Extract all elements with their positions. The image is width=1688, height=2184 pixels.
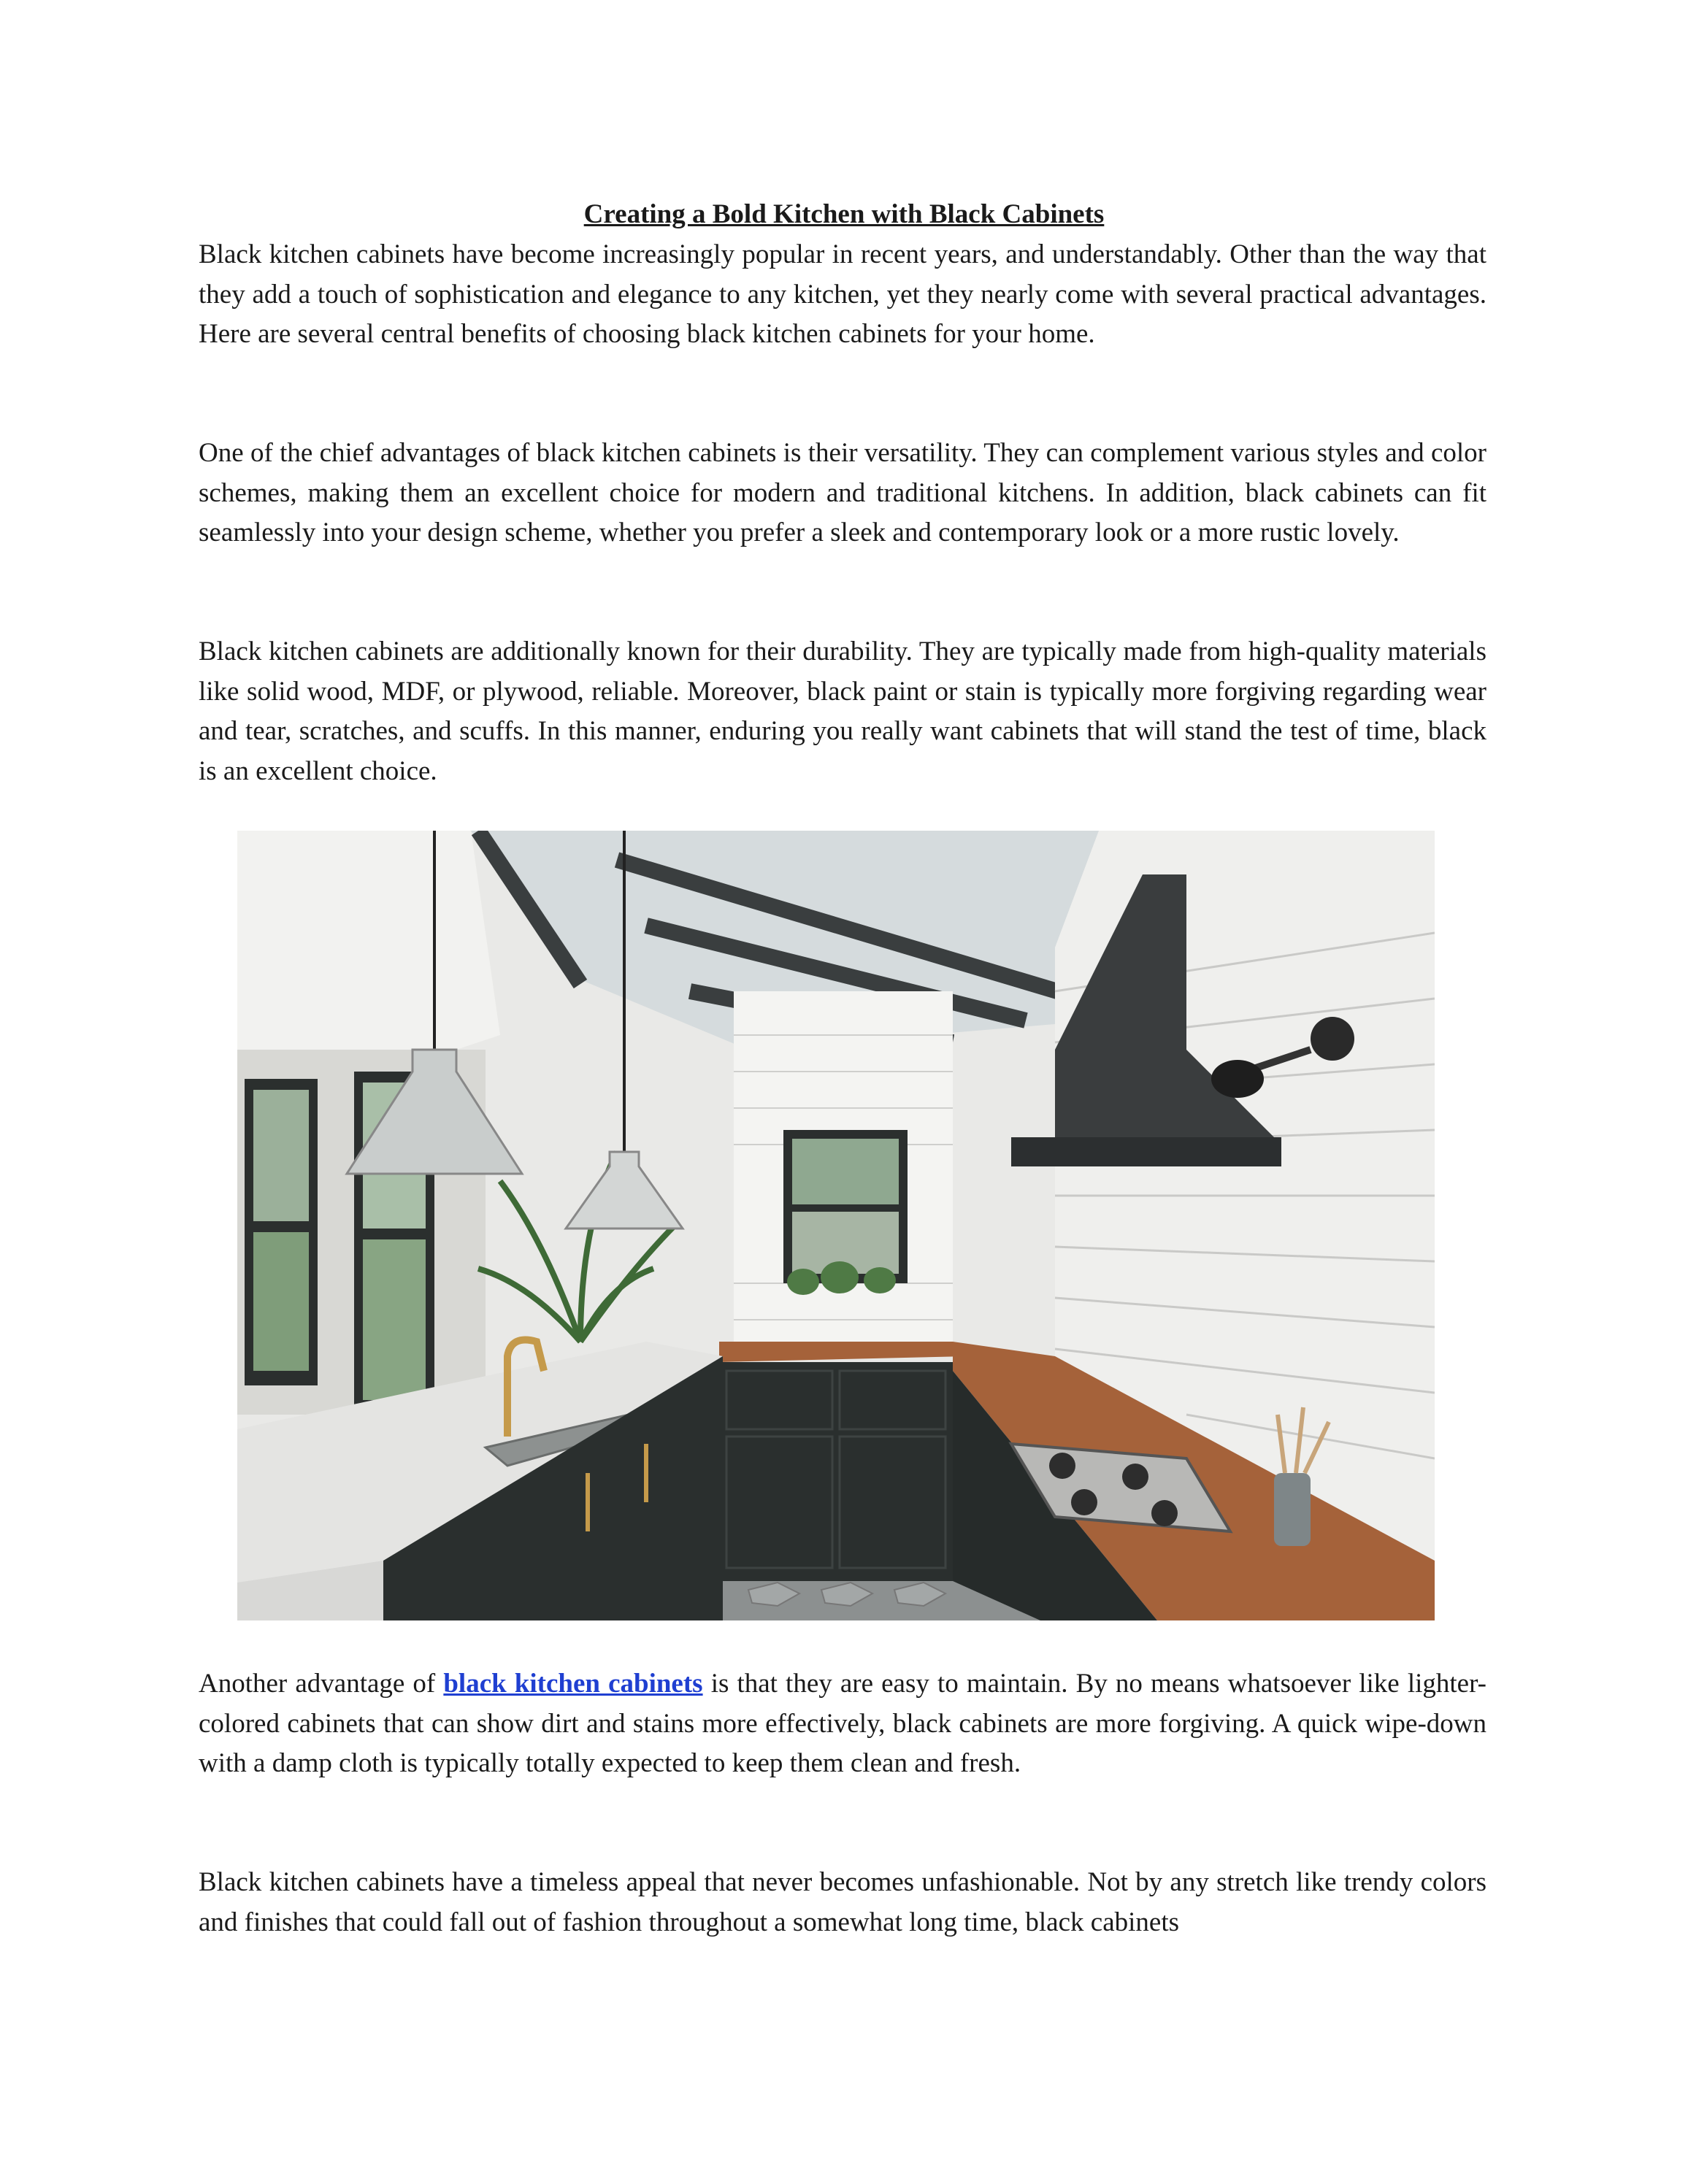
paragraph-intro: Black kitchen cabinets have become increasingly popular in recent years, and understandably. Other than the way that they add a touch of sophistication and elegance to any kitchen, yet they nearly come with several practical advantages. Here are several central benefits of choosing black kitchen cabinets for your home. bbox=[199, 239, 1486, 349]
document-title: Creating a Bold Kitchen with Black Cabinets bbox=[583, 199, 1105, 229]
paragraph-versatility: One of the chief advantages of black kitchen cabinets is their versatility. They can complement various styles and color schemes, making them an excellent choice for modern and traditional kitchens. In addition, black cabinets can fit seamlessly into your design scheme, whether you prefer a sleek and contemporary look or a more rustic lovely. bbox=[199, 438, 1486, 547]
paragraph-timeless: Black kitchen cabinets have a timeless appeal that never becomes unfashionable. Not by any stretch like trendy colors and finishes that could fall out of fashion throughout a somewhat long time, black cabinets bbox=[199, 1867, 1486, 1937]
paragraph-maintenance bbox=[199, 1664, 1486, 1784]
kitchen-illustration bbox=[237, 831, 1435, 1620]
black-kitchen-cabinets-link[interactable]: black kitchen cabinets bbox=[443, 1669, 703, 1699]
paragraph-durability: Black kitchen cabinets are additionally known for their durability. They are typically made from high-quality materials like solid wood, MDF, or plywood, reliable. Moreover, black paint or stain is typically more forgiving regarding wear and tear, scratches, and scuffs. In this manner, enduring you really want cabinets that will stand the test of time, black is an excellent choice. bbox=[199, 637, 1486, 786]
kitchen-photo bbox=[237, 831, 1435, 1620]
paragraph-maintenance-rest: is that they are easy to maintain. By no means whatsoever like lighter-colored cabinets that can show dirt and stains more effectively, black cabinets are more forgiving. A quick wipe-down with a damp cloth is typically totally expected to keep them clean and fresh. bbox=[199, 1669, 1486, 1778]
paragraph-maintenance-lead: Another advantage of bbox=[199, 1669, 444, 1699]
